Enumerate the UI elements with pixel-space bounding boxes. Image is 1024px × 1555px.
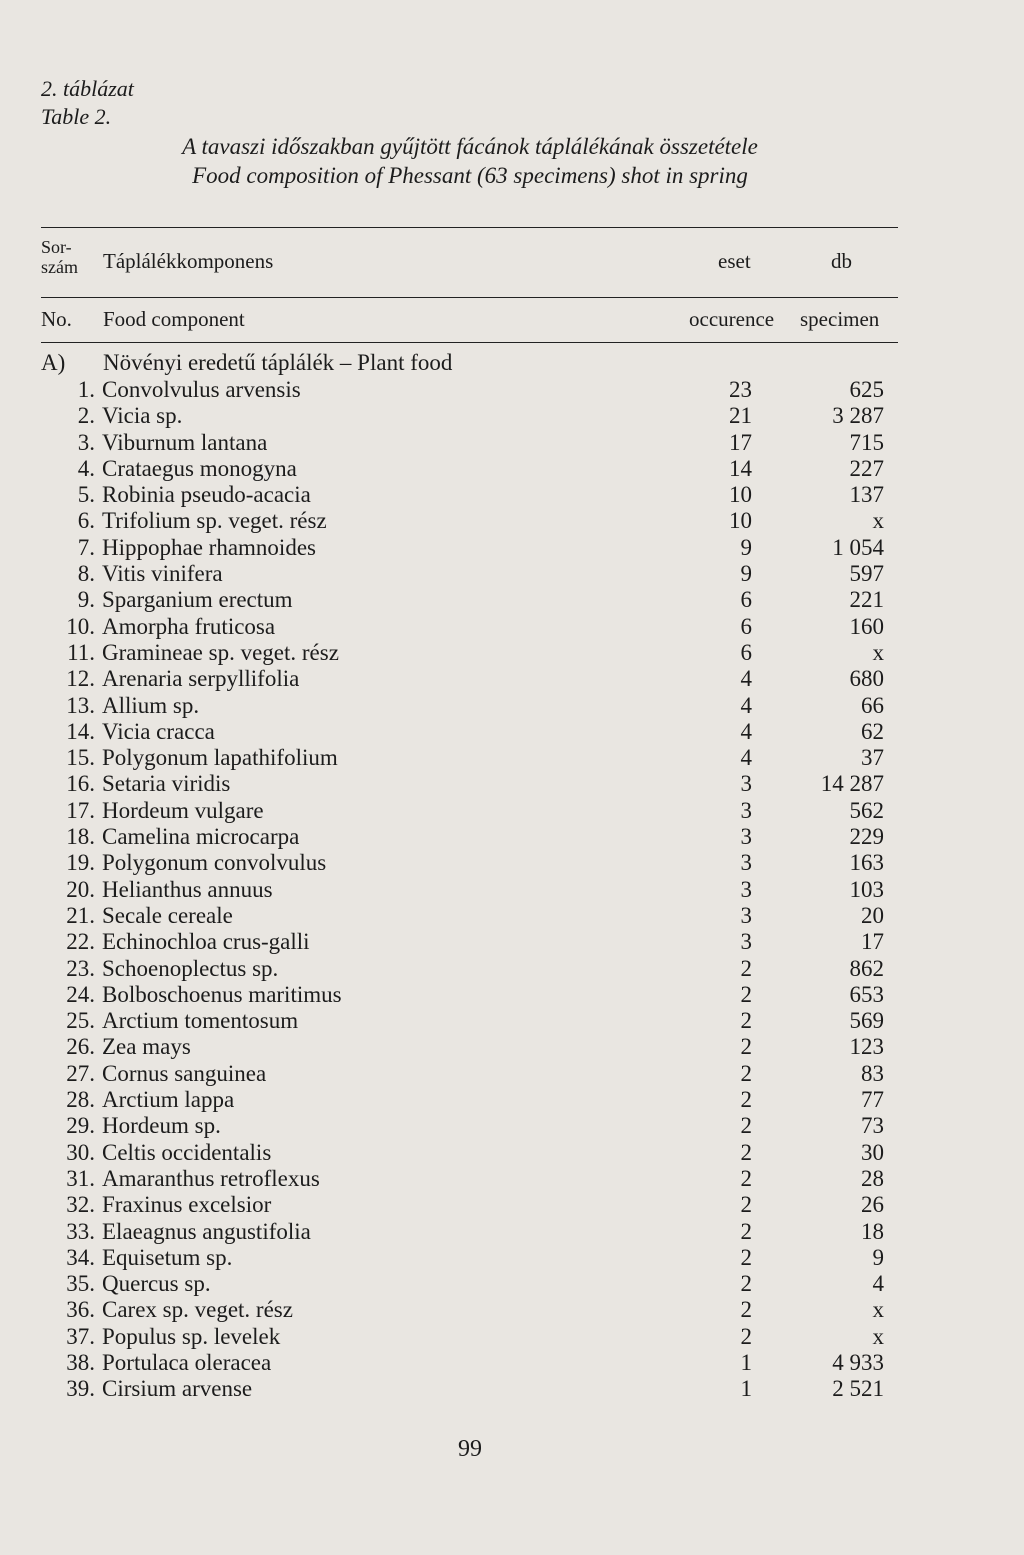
row-occurence: 4 (740, 745, 752, 771)
row-occurence: 21 (729, 403, 752, 429)
row-no: 22. (66, 929, 95, 955)
row-no: 29. (66, 1113, 95, 1139)
row-no: 24. (66, 981, 95, 1007)
header-no-en: No. (41, 307, 72, 331)
row-no: 16. (66, 771, 95, 797)
row-specimen: 83 (861, 1060, 884, 1086)
row-no: 2. (77, 403, 95, 429)
table-row (0, 745, 1024, 771)
row-food-component: Cornus sanguinea (102, 1060, 267, 1086)
table-row (0, 430, 1024, 456)
table-row (0, 693, 1024, 719)
row-food-component: Arctium tomentosum (102, 1008, 299, 1034)
row-specimen: 137 (849, 482, 884, 508)
row-no: 35. (66, 1271, 95, 1297)
row-occurence: 10 (729, 482, 752, 508)
row-no: 19. (66, 850, 95, 876)
row-occurence: 2 (740, 1008, 752, 1034)
table-row (0, 1350, 1024, 1376)
row-food-component: Polygonum lapathifolium (102, 745, 338, 771)
table-row (0, 1034, 1024, 1060)
row-specimen: 715 (849, 429, 884, 455)
row-occurence: 10 (729, 508, 752, 534)
table-body (0, 377, 1024, 1403)
header-no-hu-line2: szám (41, 257, 78, 277)
table-row (0, 1140, 1024, 1166)
row-occurence: 3 (740, 797, 752, 823)
row-no: 32. (66, 1192, 95, 1218)
row-occurence: 2 (740, 1060, 752, 1086)
row-occurence: 2 (740, 955, 752, 981)
row-food-component: Allium sp. (102, 692, 200, 718)
row-no: 4. (77, 455, 95, 481)
table-row (0, 561, 1024, 587)
table-row (0, 1061, 1024, 1087)
table-row (0, 1113, 1024, 1139)
top-rule (41, 227, 898, 228)
row-occurence: 4 (740, 718, 752, 744)
table-label-hu: 2. táblázat (41, 76, 134, 101)
row-specimen: 862 (849, 955, 884, 981)
row-food-component: Robinia pseudo-acacia (102, 482, 311, 508)
row-food-component: Populus sp. levelek (102, 1323, 281, 1349)
row-food-component: Vicia cracca (102, 718, 215, 744)
row-food-component: Cirsium arvense (102, 1376, 253, 1402)
row-specimen: 569 (849, 1008, 884, 1034)
row-specimen: 28 (861, 1165, 884, 1191)
section-label: A) (41, 350, 66, 375)
row-occurence: 1 (740, 1349, 752, 1375)
row-food-component: Hippophae rhamnoides (102, 534, 316, 560)
row-specimen: 37 (861, 745, 884, 771)
table-row (0, 1008, 1024, 1034)
row-specimen: 3 287 (832, 403, 884, 429)
table-row (0, 1376, 1024, 1402)
row-occurence: 6 (740, 613, 752, 639)
row-specimen: 4 933 (832, 1349, 884, 1375)
row-no: 1. (77, 377, 95, 402)
row-food-component: Fraxinus excelsior (102, 1192, 272, 1218)
table-row (0, 824, 1024, 850)
row-no: 21. (66, 902, 95, 928)
row-food-component: Vitis vinifera (102, 561, 223, 587)
row-specimen: 77 (861, 1087, 884, 1113)
table-title-en: Food composition of Phessant (63 specimens) shot in spring (192, 163, 748, 188)
header-no-hu (41, 237, 78, 277)
table-row (0, 877, 1024, 903)
row-no: 34. (66, 1244, 95, 1270)
row-specimen: 221 (849, 587, 884, 613)
row-occurence: 2 (740, 1192, 752, 1218)
row-occurence: 2 (740, 1271, 752, 1297)
section-title: Növényi eredetű táplálék – Plant food (103, 350, 453, 375)
row-occurence: 2 (740, 1139, 752, 1165)
table-row (0, 535, 1024, 561)
row-food-component: Setaria viridis (102, 771, 231, 797)
row-occurence: 2 (740, 1165, 752, 1191)
row-occurence: 2 (740, 1323, 752, 1349)
row-occurence: 3 (740, 850, 752, 876)
header-eset-en: occurence (689, 307, 775, 331)
row-food-component: Crataegus monogyna (102, 455, 297, 481)
row-occurence: 6 (740, 587, 752, 613)
row-no: 12. (66, 666, 95, 692)
row-no: 26. (66, 1034, 95, 1060)
header-component-en: Food component (103, 307, 245, 331)
row-no: 23. (66, 955, 95, 981)
table-row (0, 587, 1024, 613)
row-food-component: Viburnum lantana (102, 429, 268, 455)
row-food-component: Trifolium sp. veget. rész (102, 508, 327, 534)
table-row (0, 640, 1024, 666)
row-food-component: Carex sp. veget. rész (102, 1297, 293, 1323)
row-food-component: Convolvulus arvensis (102, 377, 301, 402)
row-occurence: 23 (729, 377, 752, 402)
header-db-hu: db (831, 249, 852, 273)
table-row (0, 1219, 1024, 1245)
row-no: 7. (77, 534, 95, 560)
row-specimen: 625 (849, 377, 884, 402)
row-no: 33. (66, 1218, 95, 1244)
row-no: 28. (66, 1087, 95, 1113)
row-no: 5. (77, 482, 95, 508)
row-no: 39. (66, 1376, 95, 1402)
row-no: 18. (66, 824, 95, 850)
header-eset-hu: eset (718, 249, 751, 273)
row-no: 8. (77, 561, 95, 587)
header-bottom-rule (41, 342, 898, 343)
row-food-component: Hordeum vulgare (102, 797, 264, 823)
table-row (0, 982, 1024, 1008)
table-row (0, 403, 1024, 429)
row-occurence: 3 (740, 876, 752, 902)
row-food-component: Bolboschoenus maritimus (102, 981, 342, 1007)
row-occurence: 3 (740, 824, 752, 850)
row-specimen: 597 (849, 561, 884, 587)
row-specimen: 103 (849, 876, 884, 902)
row-food-component: Helianthus annuus (102, 876, 273, 902)
row-no: 6. (77, 508, 95, 534)
row-food-component: Sparganium erectum (102, 587, 293, 613)
table-row (0, 1245, 1024, 1271)
row-food-component: Vicia sp. (102, 403, 183, 429)
row-food-component: Secale cereale (102, 902, 233, 928)
table-row (0, 1087, 1024, 1113)
row-food-component: Quercus sp. (102, 1271, 211, 1297)
table-row (0, 456, 1024, 482)
row-occurence: 9 (740, 561, 752, 587)
row-food-component: Hordeum sp. (102, 1113, 221, 1139)
row-no: 17. (66, 797, 95, 823)
row-food-component: Arenaria serpyllifolia (102, 666, 300, 692)
row-no: 15. (66, 745, 95, 771)
table-row (0, 508, 1024, 534)
table-row (0, 1192, 1024, 1218)
row-food-component: Zea mays (102, 1034, 191, 1060)
row-specimen: 14 287 (820, 771, 884, 797)
row-specimen: 4 (872, 1271, 884, 1297)
row-occurence: 2 (740, 1113, 752, 1139)
row-specimen: 20 (861, 902, 884, 928)
row-specimen: 160 (849, 613, 884, 639)
row-specimen: 17 (861, 929, 884, 955)
row-no: 11. (67, 639, 95, 665)
table-row (0, 614, 1024, 640)
row-specimen: 2 521 (832, 1376, 884, 1402)
table-row (0, 903, 1024, 929)
row-food-component: Equisetum sp. (102, 1244, 233, 1270)
table-row (0, 1324, 1024, 1350)
row-specimen: 123 (849, 1034, 884, 1060)
row-specimen: 1 054 (832, 534, 884, 560)
table-label-en: Table 2. (41, 104, 112, 129)
table-row (0, 1297, 1024, 1323)
row-no: 10. (66, 613, 95, 639)
table-row (0, 798, 1024, 824)
row-food-component: Portulaca oleracea (102, 1349, 272, 1375)
header-no-hu-line1: Sor- (41, 237, 72, 257)
row-no: 27. (66, 1060, 95, 1086)
header-db-en: specimen (800, 307, 880, 331)
row-food-component: Camelina microcarpa (102, 824, 300, 850)
row-specimen: 73 (861, 1113, 884, 1139)
row-occurence: 1 (740, 1376, 752, 1402)
table-title-hu: A tavaszi időszakban gyűjtött fácánok táplálékának összetétele (182, 134, 758, 159)
row-specimen: 30 (861, 1139, 884, 1165)
row-specimen: 229 (849, 824, 884, 850)
row-no: 14. (66, 718, 95, 744)
row-occurence: 2 (740, 1034, 752, 1060)
row-food-component: Gramineae sp. veget. rész (102, 639, 339, 665)
table-row (0, 929, 1024, 955)
table-row (0, 377, 1024, 403)
row-specimen: 227 (849, 455, 884, 481)
row-food-component: Celtis occidentalis (102, 1139, 272, 1165)
row-occurence: 17 (729, 429, 752, 455)
row-specimen: 562 (849, 797, 884, 823)
table-row (0, 850, 1024, 876)
row-occurence: 4 (740, 666, 752, 692)
table-row (0, 1271, 1024, 1297)
page-number: 99 (458, 1436, 482, 1462)
header-rule (41, 297, 898, 298)
row-specimen: 653 (849, 981, 884, 1007)
row-no: 3. (77, 429, 95, 455)
row-occurence: 3 (740, 929, 752, 955)
table-row (0, 482, 1024, 508)
row-specimen: 26 (861, 1192, 884, 1218)
header-component-hu: Táplálékkomponens (103, 249, 274, 273)
row-occurence: 2 (740, 1244, 752, 1270)
row-occurence: 9 (740, 534, 752, 560)
table-row (0, 719, 1024, 745)
row-occurence: 3 (740, 771, 752, 797)
row-specimen: x (872, 1323, 884, 1349)
row-no: 30. (66, 1139, 95, 1165)
row-specimen: 18 (861, 1218, 884, 1244)
row-occurence: 2 (740, 981, 752, 1007)
row-food-component: Echinochloa crus-galli (102, 929, 310, 955)
row-no: 9. (77, 587, 95, 613)
row-food-component: Amorpha fruticosa (102, 613, 276, 639)
row-food-component: Elaeagnus angustifolia (102, 1218, 311, 1244)
row-specimen: 66 (861, 692, 884, 718)
row-specimen: 163 (849, 850, 884, 876)
row-specimen: x (872, 639, 884, 665)
row-no: 25. (66, 1008, 95, 1034)
row-specimen: x (872, 1297, 884, 1323)
row-no: 31. (66, 1165, 95, 1191)
row-occurence: 4 (740, 692, 752, 718)
row-no: 36. (66, 1297, 95, 1323)
section-heading (41, 350, 452, 376)
row-food-component: Amaranthus retroflexus (102, 1165, 320, 1191)
row-no: 38. (66, 1349, 95, 1375)
table-row (0, 956, 1024, 982)
row-occurence: 3 (740, 902, 752, 928)
row-no: 37. (66, 1323, 95, 1349)
row-occurence: 2 (740, 1297, 752, 1323)
table-row (0, 771, 1024, 797)
row-specimen: 62 (861, 718, 884, 744)
row-occurence: 6 (740, 639, 752, 665)
row-occurence: 14 (729, 455, 752, 481)
row-food-component: Arctium lappa (102, 1087, 235, 1113)
row-no: 13. (66, 692, 95, 718)
row-specimen: 9 (872, 1244, 884, 1270)
row-specimen: x (872, 508, 884, 534)
row-occurence: 2 (740, 1087, 752, 1113)
table-row (0, 666, 1024, 692)
row-food-component: Schoenoplectus sp. (102, 955, 279, 981)
row-no: 20. (66, 876, 95, 902)
row-food-component: Polygonum convolvulus (102, 850, 327, 876)
row-specimen: 680 (849, 666, 884, 692)
table-row (0, 1166, 1024, 1192)
row-occurence: 2 (740, 1218, 752, 1244)
